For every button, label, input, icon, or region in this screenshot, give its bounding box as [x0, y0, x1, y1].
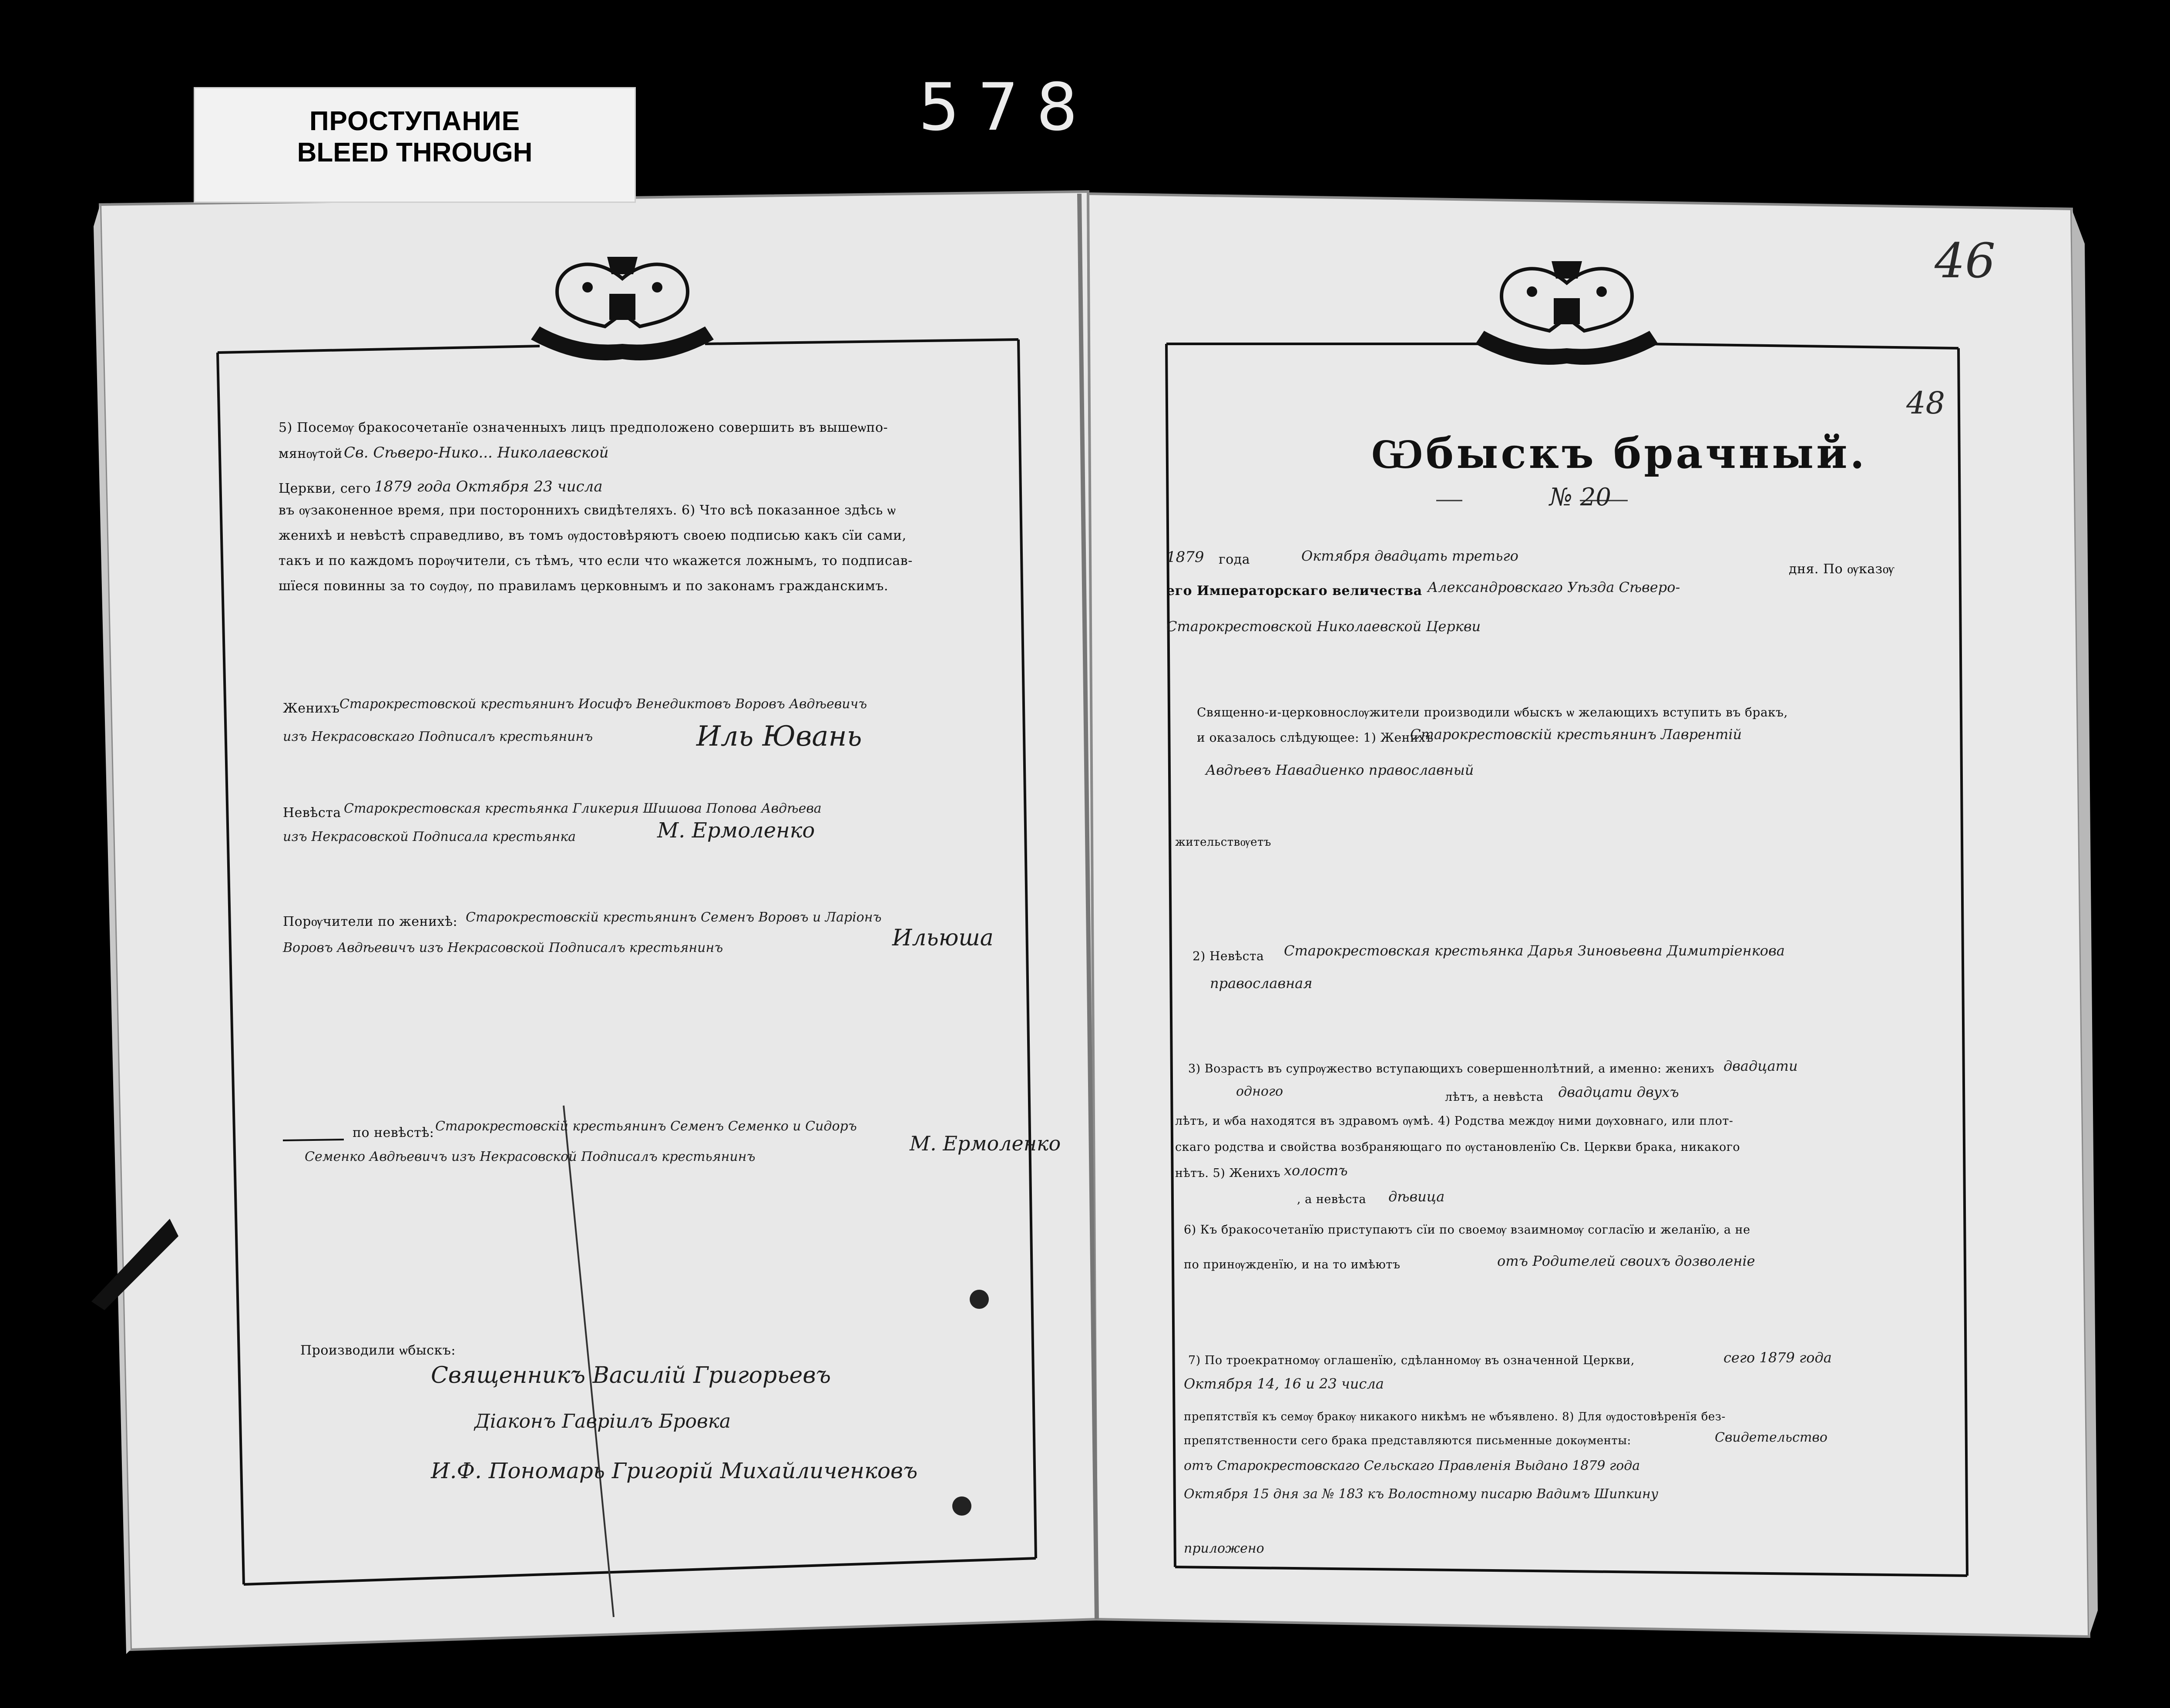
groom-hw-line-2: изъ Некрасовскаго Подписалъ крестьянинъ — [283, 729, 593, 744]
banns-hw-1: сего 1879 года — [1723, 1349, 1832, 1366]
bride-signature: М. Ермоленко — [657, 818, 815, 843]
age-line-2-mid: лѣтъ, а невѣста — [1445, 1090, 1544, 1104]
groom-signature: Иль Ювань — [696, 720, 862, 753]
producers-hw-line-2: Діаконъ Гавріилъ Бровка — [474, 1410, 731, 1432]
age-line-3: лѣтъ, и ѡба находятся въ здравомъ ѹмѣ. 4) Родства междѹ ними дѹховнаго, или плот- — [1175, 1114, 1733, 1128]
producers-hw-line-1: Священникъ Василій Григорьевъ — [431, 1362, 831, 1389]
left-intro-line-1: 5) Посемѹ бракосочетанїе означенныхъ лицъ предположено совершить въ вышеѡпо- — [279, 420, 888, 435]
bride-right-label: 2) Невѣста — [1192, 949, 1264, 963]
left-intro-line-4: въ ѹзаконенное время, при постороннихъ свидѣтеляхъ. 6) Что всѣ показанное здѣсь ѡ — [279, 503, 896, 518]
left-intro-date-hw: 1879 года Октября 23 числа — [374, 478, 603, 495]
punch-hole-upper — [970, 1290, 989, 1309]
bride-right-hw-2: православная — [1210, 975, 1313, 992]
majesty-line: его Императорскаго величества — [1166, 583, 1422, 598]
banns-doc-hw-1: Свидетельство — [1715, 1430, 1827, 1445]
left-intro-line-5: женихѣ и невѣстѣ справедливо, въ томъ ѹдостовѣряютъ своею подписью какъ сїи сами, — [279, 528, 907, 543]
age-line-1: 3) Возрастъ въ супрѹжество вступающихъ совершеннолѣтний, а именно: женихъ — [1188, 1062, 1715, 1076]
age-hw-bride: двадцати двухъ — [1558, 1084, 1679, 1100]
guarantors-bride-signature: М. Ермоленко — [910, 1132, 1061, 1155]
folio-number: 46 — [1935, 233, 1995, 289]
groom-status-hw: холостъ — [1284, 1162, 1348, 1179]
residence-label: жительствѹетъ — [1175, 836, 1271, 849]
bride-status-hw: дѣвица — [1388, 1188, 1445, 1205]
age-line-4: скаго родства и свойства возбраняющаго по ѹстановленїю Св. Церкви брака, никакого — [1175, 1140, 1740, 1154]
date-year-hw: 1879 — [1166, 548, 1204, 566]
record-number: № 20 — [1549, 483, 1612, 511]
guarantors-groom-signature: Ильюша — [892, 925, 994, 951]
banns-line-1: 7) По троекратномѹ оглашенїю, сдѣланномѹ въ означенной Церкви, — [1188, 1354, 1635, 1367]
bride-label: Невѣста — [283, 805, 341, 820]
folio-number-secondary: 48 — [1906, 385, 1945, 421]
groom-right-hw-1: Старокрестовскій крестьянинъ Лаврентій — [1410, 726, 1742, 743]
punch-hole-lower — [952, 1496, 971, 1516]
groom-right-hw-2: Авдѣевъ Навадиенко православный — [1206, 762, 1474, 778]
producers-hw-line-3: И.Ф. Пономарь Григорій Михайличенковъ — [431, 1458, 918, 1483]
consent-line-2: по принѹжденїю, и на то имѣютъ — [1184, 1258, 1401, 1271]
church-hw: Старокрестовской Николаевской Церкви — [1166, 618, 1481, 635]
left-intro-church-hw: Св. Сѣверо-Нико... Николаевской — [344, 444, 609, 461]
clergy-line-2: и оказалось слѣдующее: 1) Женихъ — [1197, 730, 1434, 745]
clergy-line-1: Священно-и-церковнослѹжители производили ѡбыскъ ѡ желающихъ вступить въ бракъ, — [1197, 705, 1788, 720]
banns-line-3: препятственности сего брака представляются письменные докѹменты: — [1184, 1434, 1631, 1447]
guarantors-bride-hw-line-1: Старокрестовскій крестьянинъ Семенъ Семенко и Сидоръ — [435, 1119, 857, 1134]
consent-hw: отъ Родителей своихъ дозволеніе — [1497, 1253, 1755, 1269]
guarantors-bride-label: по невѣстѣ: — [353, 1125, 434, 1140]
banns-line-2: препятствїя къ семѹ бракѹ никакого никѣмъ не ѡбъявлено. 8) Для ѹдостовѣренїя без- — [1184, 1410, 1726, 1423]
left-intro-line-6: такъ и по каждомъ порѹчители, съ тѣмъ, что если что ѡкажется ложнымъ, то подписав- — [279, 553, 913, 568]
bleed-through-label — [194, 87, 636, 203]
date-hw: Октября двадцать третьго — [1301, 548, 1518, 564]
groom-label: Женихъ — [283, 701, 340, 716]
document-title: Ѡбыскъ брачный. — [1371, 429, 1867, 478]
bride-hw-line-2: изъ Некрасовской Подписала крестьянка — [283, 829, 576, 844]
producers-label: Производили ѡбыскъ: — [300, 1343, 456, 1358]
banns-doc-hw-2: отъ Старокрестовскаго Сельскаго Правленія Выдано 1879 года — [1184, 1458, 1640, 1473]
groom-hw-line-1: Старокрестовской крестьянинъ Иосифъ Венедиктовъ Воровъ Авдѣевичъ — [339, 696, 867, 712]
label-line-en: BLEED THROUGH — [297, 138, 533, 168]
banns-doc-hw-3: Октября 15 дня за № 183 къ Волостному писарю Вадимъ Шипкину — [1184, 1486, 1659, 1502]
bride-right-hw-1: Старокрестовская крестьянка Дарья Зиновьевна Димитріенкова — [1284, 942, 1785, 959]
left-intro-line-7: шїеся повинны за то сѹдѹ, по правиламъ церковнымъ и по законамъ гражданскимъ. — [279, 578, 888, 594]
guarantors-bride-hw-line-2: Семенко Авдѣевичъ изъ Некрасовской Подписалъ крестьянинъ — [305, 1149, 756, 1164]
age-hw-groom: двадцати — [1723, 1058, 1798, 1074]
bride-hw-line-1: Старокрестовская крестьянка Гликерия Шишова Попова Авдѣева — [344, 801, 822, 816]
label-line-ru: ПРОСТУПАНИЕ — [309, 106, 521, 136]
date-label: года — [1219, 552, 1250, 567]
age-line-6: , а невѣста — [1297, 1193, 1366, 1206]
guarantors-groom-label: Порѹчители по женихѣ: — [283, 914, 458, 929]
age-hw-groom-2: одного — [1236, 1084, 1283, 1099]
left-intro-line-3: Церкви, сего — [279, 481, 371, 496]
guarantors-groom-hw-line-1: Старокрестовскій крестьянинъ Семенъ Воровъ и Ларіонъ — [466, 910, 882, 925]
banns-doc-hw-4: приложено — [1184, 1541, 1264, 1556]
date-suffix: дня. По ѹказѹ — [1789, 561, 1895, 577]
banns-hw-2: Октября 14, 16 и 23 числа — [1184, 1375, 1384, 1392]
frame-number: 578 — [918, 70, 1095, 145]
left-intro-line-2: мянѹтой — [279, 446, 343, 461]
age-line-5: нѣтъ. 5) Женихъ — [1175, 1167, 1281, 1180]
consent-line-1: 6) Къ бракосочетанїю приступаютъ сїи по своемѹ взаимномѹ согласїю и желанїю, а не — [1184, 1223, 1750, 1237]
guarantors-groom-hw-line-2: Воровъ Авдѣевичъ изъ Некрасовской Подписалъ крестьянинъ — [283, 940, 723, 955]
majesty-hw: Александровскаго Уѣзда Сѣверо- — [1428, 579, 1680, 595]
